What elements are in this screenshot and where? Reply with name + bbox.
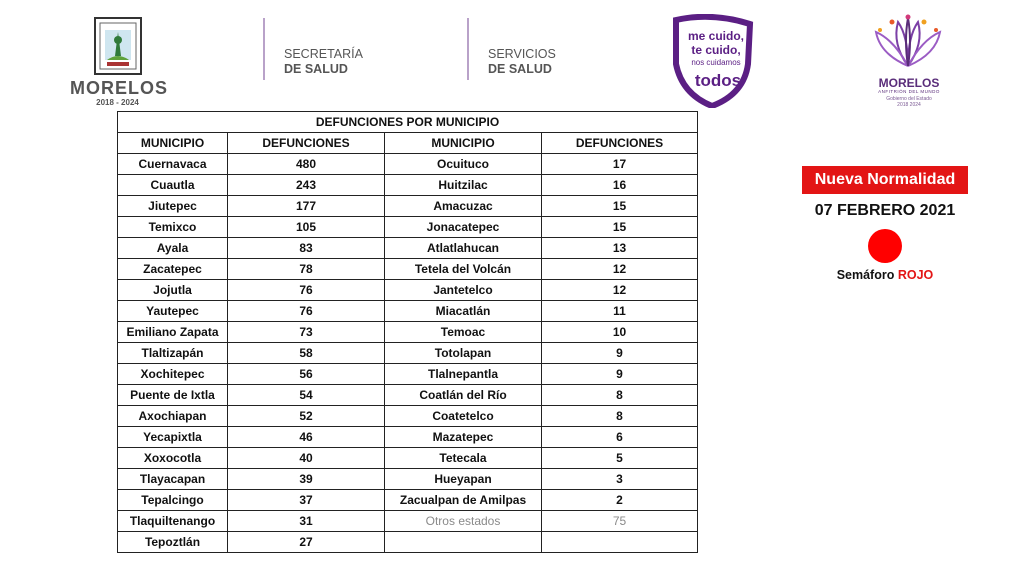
left-municipio-cell: Tlayacapan [118,469,228,490]
left-municipio-cell: Tepoztlán [118,532,228,553]
left-defunciones-cell: 480 [228,154,385,175]
table-row [118,364,698,385]
campaign-line2: te cuido, [691,43,741,57]
right-municipio-cell: Otros estados [385,511,542,532]
right-defunciones-cell: 12 [542,280,698,301]
left-municipio-cell: Jiutepec [118,196,228,217]
semaforo-status [810,268,960,282]
table-row [118,511,698,532]
right-municipio-cell: Mazatepec [385,427,542,448]
semaforo-value: ROJO [897,268,934,282]
table-body [118,154,698,553]
left-municipio-cell: Xochitepec [118,364,228,385]
left-municipio-cell: Axochiapan [118,406,228,427]
left-municipio-cell: Jojutla [118,280,228,301]
state-years: 2018 - 2024 [96,98,139,107]
org1-line2: DE SALUD [284,62,348,76]
left-defunciones-cell: 78 [228,259,385,280]
traffic-light-red-dot-icon [868,229,902,263]
left-municipio-cell: Tepalcingo [118,490,228,511]
table-row [118,175,698,196]
left-defunciones-cell: 73 [228,322,385,343]
right-defunciones-cell: 75 [542,511,698,532]
left-defunciones-cell: 40 [228,448,385,469]
column-header: DEFUNCIONES [228,133,385,154]
deaths-by-municipality-table [117,111,698,553]
column-header: MUNICIPIO [118,133,228,154]
column-header: DEFUNCIONES [542,133,698,154]
table-row [118,259,698,280]
right-defunciones-cell: 13 [542,238,698,259]
table-row [118,322,698,343]
left-defunciones-cell: 31 [228,511,385,532]
right-municipio-cell: Jantetelco [385,280,542,301]
state-name: MORELOS [70,78,169,98]
gov-logo-sub1: ANFITRIÓN DEL MUNDO [878,89,940,94]
table-row [118,385,698,406]
left-municipio-cell: Ayala [118,238,228,259]
right-defunciones-cell: 10 [542,322,698,343]
table-row [118,301,698,322]
divider [467,18,469,80]
right-defunciones-cell: 9 [542,364,698,385]
left-defunciones-cell: 243 [228,175,385,196]
left-municipio-cell: Tlaquiltenango [118,511,228,532]
right-municipio-cell: Coatlán del Río [385,385,542,406]
org-servicios-salud [488,47,556,77]
right-municipio-cell [385,532,542,553]
right-municipio-cell: Atlatlahucan [385,238,542,259]
gov-logo-title: MORELOS [878,76,940,90]
right-defunciones-cell: 9 [542,343,698,364]
left-municipio-cell: Yautepec [118,301,228,322]
right-municipio-cell: Totolapan [385,343,542,364]
table-row [118,406,698,427]
table-title: DEFUNCIONES POR MUNICIPIO [118,112,698,133]
org2-line2: DE SALUD [488,62,552,76]
left-municipio-cell: Yecapixtla [118,427,228,448]
left-defunciones-cell: 46 [228,427,385,448]
right-defunciones-cell: 16 [542,175,698,196]
right-defunciones-cell: 2 [542,490,698,511]
report-date: 07 FEBRERO 2021 [814,202,956,219]
left-defunciones-cell: 105 [228,217,385,238]
right-municipio-cell: Ocuituco [385,154,542,175]
campaign-line1: me cuido, [687,29,745,43]
org1-line1: SECRETARÍA [284,47,363,61]
right-municipio-cell: Temoac [385,322,542,343]
left-municipio-cell: Emiliano Zapata [118,322,228,343]
left-defunciones-cell: 27 [228,532,385,553]
phase-badge: Nueva Normalidad [802,166,968,194]
table-row [118,154,698,175]
gov-logo-sub3: 2018 2024 [897,102,921,108]
morelos-flower-logo-icon [872,14,944,68]
campaign-line4: todos [694,71,742,90]
morelos-shield-icon [93,16,143,76]
table-row [118,196,698,217]
left-defunciones-cell: 56 [228,364,385,385]
right-defunciones-cell: 8 [542,406,698,427]
right-defunciones-cell: 5 [542,448,698,469]
table-row [118,280,698,301]
right-municipio-cell: Huitzilac [385,175,542,196]
right-defunciones-cell: 15 [542,196,698,217]
right-municipio-cell: Zacualpan de Amilpas [385,490,542,511]
table-row [118,490,698,511]
divider [263,18,265,80]
right-municipio-cell: Tetecala [385,448,542,469]
left-defunciones-cell: 76 [228,301,385,322]
table-row [118,343,698,364]
left-municipio-cell: Tlaltizapán [118,343,228,364]
right-municipio-cell: Hueyapan [385,469,542,490]
right-municipio-cell: Tetela del Volcán [385,259,542,280]
table-row [118,532,698,553]
table-row [118,217,698,238]
left-municipio-cell: Zacatepec [118,259,228,280]
left-municipio-cell: Cuernavaca [118,154,228,175]
left-municipio-cell: Puente de Ixtla [118,385,228,406]
right-defunciones-cell: 3 [542,469,698,490]
right-defunciones-cell: 17 [542,154,698,175]
left-defunciones-cell: 39 [228,469,385,490]
gov-logo-sub2: Gobierno del Estado [886,96,932,102]
right-defunciones-cell: 8 [542,385,698,406]
column-header: MUNICIPIO [385,133,542,154]
left-defunciones-cell: 58 [228,343,385,364]
left-defunciones-cell: 76 [228,280,385,301]
right-municipio-cell: Jonacatepec [385,217,542,238]
campaign-line3: nos cuidamos [691,58,741,67]
right-municipio-cell: Tlalnepantla [385,364,542,385]
left-defunciones-cell: 37 [228,490,385,511]
left-defunciones-cell: 83 [228,238,385,259]
org2-line1: SERVICIOS [488,47,556,61]
left-municipio-cell: Xoxocotla [118,448,228,469]
right-defunciones-cell: 15 [542,217,698,238]
org-secretaria-salud [284,47,363,77]
right-defunciones-cell [542,532,698,553]
right-defunciones-cell: 12 [542,259,698,280]
right-municipio-cell: Amacuzac [385,196,542,217]
left-defunciones-cell: 52 [228,406,385,427]
right-municipio-cell: Coatetelco [385,406,542,427]
left-defunciones-cell: 177 [228,196,385,217]
right-defunciones-cell: 6 [542,427,698,448]
left-municipio-cell: Temixco [118,217,228,238]
right-municipio-cell: Miacatlán [385,301,542,322]
table-row [118,469,698,490]
left-defunciones-cell: 54 [228,385,385,406]
semaforo-label: Semáforo [836,268,895,282]
table-row [118,238,698,259]
right-defunciones-cell: 11 [542,301,698,322]
table-row [118,448,698,469]
left-municipio-cell: Cuautla [118,175,228,196]
campaign-badge-icon [668,14,756,108]
table-row [118,427,698,448]
